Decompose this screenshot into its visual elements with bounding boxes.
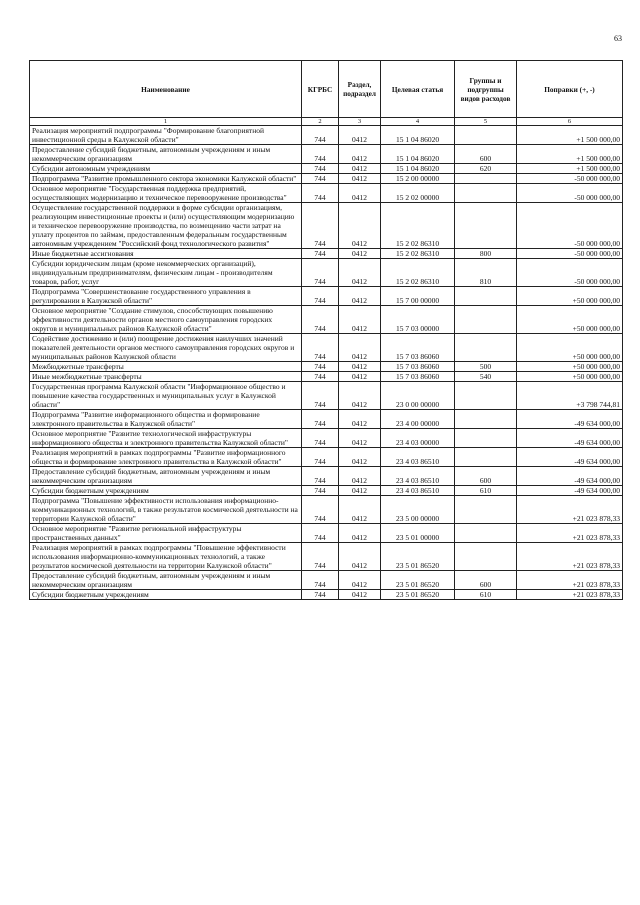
cell-section: 0412 [339, 496, 381, 524]
cell-target: 23 5 01 86520 [381, 571, 455, 590]
cell-target: 23 4 00 00000 [381, 410, 455, 429]
table-row [30, 590, 623, 600]
column-index: 1 [30, 118, 302, 126]
cell-section: 0412 [339, 249, 381, 259]
cell-section: 0412 [339, 306, 381, 334]
header-group: Группы и подгруппы видов расходов [455, 61, 517, 118]
cell-name: Содействие достижению и (или) поощрение достижения наилучших значений показателей деятельности органов местного самоуправления городских округов и муниципальных районов Калужской области [30, 334, 302, 362]
cell-name: Реализация мероприятий подпрограммы "Формирование благоприятной инвестиционной среды в Калужской области" [30, 126, 302, 145]
cell-target: 15 2 02 86310 [381, 259, 455, 287]
cell-name: Реализация мероприятий в рамках подпрограммы "Повышение эффективности использования информационно-коммуникационных технологий, а также результатов космической деятельности на территории Калужской области" [30, 543, 302, 571]
cell-name: Субсидии бюджетным учреждениям [30, 590, 302, 600]
cell-group: 600 [455, 571, 517, 590]
column-index: 3 [339, 118, 381, 126]
cell-section: 0412 [339, 382, 381, 410]
header-grbs: КГРБС [302, 61, 339, 118]
cell-section: 0412 [339, 164, 381, 174]
cell-name: Иные межбюджетные трансферты [30, 372, 302, 382]
cell-target: 15 1 04 86020 [381, 126, 455, 145]
cell-grbs: 744 [302, 334, 339, 362]
cell-amount: +50 000 000,00 [517, 362, 623, 372]
table-row [30, 486, 623, 496]
cell-section: 0412 [339, 448, 381, 467]
cell-group [455, 306, 517, 334]
cell-group: 600 [455, 467, 517, 486]
table-row [30, 410, 623, 429]
cell-amount: -49 634 000,00 [517, 486, 623, 496]
table-row [30, 429, 623, 448]
budget-amendments-table [29, 60, 623, 600]
cell-target: 15 7 03 86060 [381, 362, 455, 372]
cell-target: 23 5 01 00000 [381, 524, 455, 543]
cell-section: 0412 [339, 524, 381, 543]
cell-group: 540 [455, 372, 517, 382]
cell-group [455, 184, 517, 203]
cell-grbs: 744 [302, 448, 339, 467]
cell-amount: -49 634 000,00 [517, 467, 623, 486]
cell-amount: +21 023 878,33 [517, 571, 623, 590]
cell-amount: -49 634 000,00 [517, 448, 623, 467]
cell-target: 15 7 00 00000 [381, 287, 455, 306]
cell-section: 0412 [339, 571, 381, 590]
cell-amount: +21 023 878,33 [517, 496, 623, 524]
cell-grbs: 744 [302, 496, 339, 524]
cell-name: Основное мероприятие "Создание стимулов, способствующих повышению эффективности деятельности органов местного самоуправления городских округов и муниципальных районов Калужской области" [30, 306, 302, 334]
cell-name: Межбюджетные трансферты [30, 362, 302, 372]
cell-amount: +50 000 000,00 [517, 306, 623, 334]
cell-target: 23 4 03 00000 [381, 429, 455, 448]
table-row [30, 467, 623, 486]
cell-grbs: 744 [302, 372, 339, 382]
cell-group: 610 [455, 486, 517, 496]
cell-group [455, 126, 517, 145]
cell-group [455, 524, 517, 543]
table-row [30, 524, 623, 543]
cell-name: Предоставление субсидий бюджетным, автономным учреждениям и иным некоммерческим организациям [30, 145, 302, 164]
cell-grbs: 744 [302, 524, 339, 543]
table-row [30, 184, 623, 203]
cell-amount: -49 634 000,00 [517, 410, 623, 429]
cell-amount: -50 000 000,00 [517, 174, 623, 184]
cell-grbs: 744 [302, 429, 339, 448]
cell-group [455, 174, 517, 184]
cell-grbs: 744 [302, 249, 339, 259]
cell-target: 15 2 02 86310 [381, 249, 455, 259]
cell-group [455, 429, 517, 448]
cell-target: 15 7 03 00000 [381, 306, 455, 334]
cell-section: 0412 [339, 334, 381, 362]
cell-amount: +50 000 000,00 [517, 372, 623, 382]
cell-grbs: 744 [302, 382, 339, 410]
cell-name: Основное мероприятие "Развитие технологической инфраструктуры информационного общества и электронного правительства Калужской области" [30, 429, 302, 448]
table-row [30, 362, 623, 372]
cell-name: Подпрограмма "Развитие промышленного сектора экономики Калужской области" [30, 174, 302, 184]
cell-section: 0412 [339, 410, 381, 429]
cell-grbs: 744 [302, 145, 339, 164]
cell-target: 23 4 03 86510 [381, 467, 455, 486]
cell-target: 23 5 00 00000 [381, 496, 455, 524]
cell-section: 0412 [339, 145, 381, 164]
cell-section: 0412 [339, 429, 381, 448]
table-row [30, 448, 623, 467]
cell-name: Подпрограмма "Совершенствование государственного управления в регулировании в Калужской области" [30, 287, 302, 306]
cell-section: 0412 [339, 174, 381, 184]
cell-target: 15 2 02 86310 [381, 203, 455, 249]
cell-name: Осуществление государственной поддержки в форме субсидии организациям, реализующим инвестиционные проекты и (или) осуществляющим модернизацию и техническое перевооружение производства, по возмещению части затрат на уплату процентов по займам, предоставленным федеральным государственным автономным учреждением "Российский фонд технологического развития" [30, 203, 302, 249]
table-row [30, 306, 623, 334]
cell-target: 15 7 03 86060 [381, 334, 455, 362]
page-number: 63 [614, 34, 622, 43]
cell-grbs: 744 [302, 306, 339, 334]
cell-amount: -49 634 000,00 [517, 429, 623, 448]
cell-section: 0412 [339, 259, 381, 287]
cell-target: 23 5 01 86520 [381, 543, 455, 571]
table-row [30, 334, 623, 362]
cell-name: Субсидии юридическим лицам (кроме некоммерческих организаций), индивидуальным предпринимателям, физическим лицам - производителям товаров, работ, услуг [30, 259, 302, 287]
cell-name: Иные бюджетные ассигнования [30, 249, 302, 259]
cell-section: 0412 [339, 287, 381, 306]
cell-grbs: 744 [302, 362, 339, 372]
cell-section: 0412 [339, 126, 381, 145]
cell-group [455, 203, 517, 249]
cell-name: Предоставление субсидий бюджетным, автономным учреждениям и иным некоммерческим организациям [30, 571, 302, 590]
cell-target: 23 5 01 86520 [381, 590, 455, 600]
cell-amount: +21 023 878,33 [517, 590, 623, 600]
cell-grbs: 744 [302, 259, 339, 287]
cell-group [455, 334, 517, 362]
cell-amount: -50 000 000,00 [517, 249, 623, 259]
cell-section: 0412 [339, 486, 381, 496]
cell-grbs: 744 [302, 203, 339, 249]
cell-grbs: 744 [302, 287, 339, 306]
column-index-row [30, 118, 623, 126]
table-row [30, 259, 623, 287]
table-row [30, 203, 623, 249]
cell-grbs: 744 [302, 126, 339, 145]
cell-group: 500 [455, 362, 517, 372]
cell-name: Основное мероприятие "Государственная поддержка предприятий, осуществляющих модернизацию и техническое перевооружение производства" [30, 184, 302, 203]
cell-group: 620 [455, 164, 517, 174]
table-row [30, 382, 623, 410]
column-index: 2 [302, 118, 339, 126]
cell-section: 0412 [339, 362, 381, 372]
cell-amount: +21 023 878,33 [517, 524, 623, 543]
cell-grbs: 744 [302, 486, 339, 496]
cell-grbs: 744 [302, 543, 339, 571]
header-target: Целевая статья [381, 61, 455, 118]
table-row [30, 126, 623, 145]
cell-amount: +21 023 878,33 [517, 543, 623, 571]
header-name: Наименование [30, 61, 302, 118]
table-row [30, 249, 623, 259]
cell-amount: -50 000 000,00 [517, 203, 623, 249]
table-row [30, 543, 623, 571]
cell-group [455, 382, 517, 410]
table-row [30, 145, 623, 164]
cell-grbs: 744 [302, 571, 339, 590]
table-row [30, 571, 623, 590]
cell-name: Подпрограмма "Повышение эффективности использования информационно-коммуникационных технологий, в также результатов космической деятельности на территории Калужской области" [30, 496, 302, 524]
cell-amount: +1 500 000,00 [517, 145, 623, 164]
header-section: Раздел, подраздел [339, 61, 381, 118]
cell-section: 0412 [339, 372, 381, 382]
table-row [30, 496, 623, 524]
table-row [30, 287, 623, 306]
cell-target: 23 4 03 86510 [381, 486, 455, 496]
cell-group: 600 [455, 145, 517, 164]
cell-grbs: 744 [302, 467, 339, 486]
cell-group [455, 287, 517, 306]
cell-grbs: 744 [302, 164, 339, 174]
cell-target: 23 0 00 00000 [381, 382, 455, 410]
table-row [30, 164, 623, 174]
cell-group [455, 543, 517, 571]
cell-group [455, 496, 517, 524]
cell-section: 0412 [339, 203, 381, 249]
cell-target: 15 1 04 86020 [381, 145, 455, 164]
cell-amount: -50 000 000,00 [517, 259, 623, 287]
cell-target: 15 1 04 86020 [381, 164, 455, 174]
cell-amount: +50 000 000,00 [517, 287, 623, 306]
cell-grbs: 744 [302, 174, 339, 184]
cell-name: Предоставление субсидий бюджетным, автономным учреждениям и иным некоммерческим организациям [30, 467, 302, 486]
cell-section: 0412 [339, 590, 381, 600]
header-amendment: Поправки (+, -) [517, 61, 623, 118]
cell-group [455, 410, 517, 429]
cell-name: Субсидии автономным учреждениям [30, 164, 302, 174]
cell-amount: +3 798 744,81 [517, 382, 623, 410]
cell-target: 15 2 00 00000 [381, 174, 455, 184]
cell-name: Субсидии бюджетным учреждениям [30, 486, 302, 496]
table-row [30, 174, 623, 184]
cell-group: 810 [455, 259, 517, 287]
column-index: 5 [455, 118, 517, 126]
cell-section: 0412 [339, 467, 381, 486]
cell-target: 15 7 03 86060 [381, 372, 455, 382]
cell-group [455, 448, 517, 467]
cell-group: 610 [455, 590, 517, 600]
cell-grbs: 744 [302, 410, 339, 429]
cell-section: 0412 [339, 543, 381, 571]
cell-amount: +1 500 000,00 [517, 126, 623, 145]
cell-target: 15 2 02 00000 [381, 184, 455, 203]
cell-name: Основное мероприятие "Развитие региональной инфраструктуры пространственных данных" [30, 524, 302, 543]
header-row [30, 61, 623, 118]
column-index: 4 [381, 118, 455, 126]
cell-section: 0412 [339, 184, 381, 203]
cell-name: Подпрограмма "Развитие информационного общества и формирование электронного правительства в Калужской области" [30, 410, 302, 429]
cell-grbs: 744 [302, 590, 339, 600]
cell-name: Государственная программа Калужской области "Информационное общество и повышение качества государственных и муниципальных услуг в Калужской области" [30, 382, 302, 410]
cell-amount: -50 000 000,00 [517, 184, 623, 203]
cell-grbs: 744 [302, 184, 339, 203]
cell-name: Реализация мероприятий в рамках подпрограммы "Развитие информационного общества и формирование электронного правительства в Калужской области" [30, 448, 302, 467]
cell-amount: +50 000 000,00 [517, 334, 623, 362]
cell-target: 23 4 03 86510 [381, 448, 455, 467]
cell-group: 800 [455, 249, 517, 259]
column-index: 6 [517, 118, 623, 126]
cell-amount: +1 500 000,00 [517, 164, 623, 174]
table-row [30, 372, 623, 382]
